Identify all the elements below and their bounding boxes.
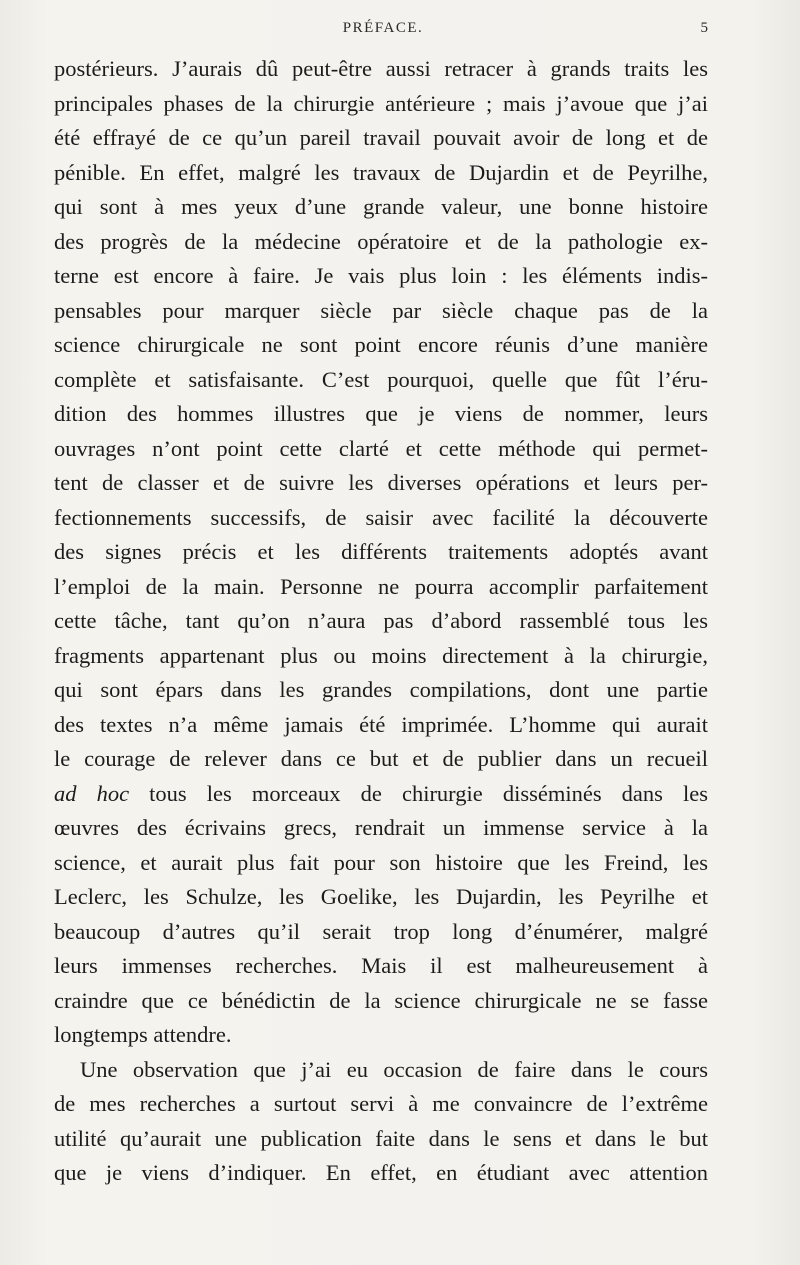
adhoc-rest: tous les morceaux de chirurgie disséminés dans les [149, 780, 708, 806]
adhoc-italic: ad hoc [54, 780, 130, 806]
text-line: qui sont à mes yeux d’une grande valeur, une bonne histoire [54, 194, 708, 219]
text-line: postérieurs. J’aurais dû peut-être aussi retracer à grands traits les [54, 56, 708, 81]
text-line: le courage de relever dans ce but et de publier dans un recueil [54, 746, 708, 771]
text-line: complète et satisfaisante. C’est pourquoi, quelle que fût l’éru- [54, 366, 708, 392]
text-line: des signes précis et les différents traitements adoptés avant [54, 539, 708, 564]
text-line: ouvrages n’ont point cette clarté et cette méthode qui permet- [54, 435, 708, 461]
text-line: fragments appartenant plus ou moins directement à la chirurgie, [54, 642, 708, 668]
text-line: fectionnements successifs, de saisir avec facilité la découverte [54, 504, 708, 530]
text-line-adhoc [54, 777, 708, 812]
paragraph-start-line: Une observation que j’ai eu occasion de faire dans le cours [80, 1056, 708, 1082]
page-number: 5 [700, 20, 708, 36]
running-title: PRÉFACE. [342, 20, 424, 36]
text-line: pénible. En effet, malgré les travaux de Dujardin et de Peyrilhe, [54, 159, 708, 185]
body-text [54, 52, 708, 1191]
text-line: Leclerc, les Schulze, les Goelike, les Dujardin, les Peyrilhe et [54, 884, 708, 909]
text-line: cette tâche, tant qu’on n’aura pas d’abord rassemblé tous les [54, 608, 708, 633]
text-line: science chirurgicale ne sont point encore réunis d’une manière [54, 332, 708, 357]
text-line: utilité qu’aurait une publication faite dans le sens et dans le but [54, 1125, 708, 1151]
text-line: pensables pour marquer siècle par siècle chaque pas de la [54, 297, 708, 323]
text-line: que je viens d’indiquer. En effet, en étudiant avec attention [54, 1160, 708, 1185]
text-line: science, et aurait plus fait pour son histoire que les Freind, les [54, 849, 708, 875]
text-line: de mes recherches a surtout servi à me convaincre de l’extrême [54, 1091, 708, 1116]
text-line: dition des hommes illustres que je viens de nommer, leurs [54, 401, 708, 426]
running-head [0, 20, 800, 44]
text-line: été effrayé de ce qu’un pareil travail pouvait avoir de long et de [54, 125, 708, 150]
text-line: principales phases de la chirurgie antérieure ; mais j’avoue que j’ai [54, 90, 708, 116]
text-line: des progrès de la médecine opératoire et de la pathologie ex- [54, 228, 708, 254]
text-line: qui sont épars dans les grandes compilations, dont une partie [54, 677, 708, 702]
text-line: tent de classer et de suivre les diverses opérations et leurs per- [54, 470, 708, 495]
text-line: leurs immenses recherches. Mais il est malheureusement à [54, 953, 708, 978]
text-line: beaucoup d’autres qu’il serait trop long d’énumérer, malgré [54, 918, 708, 944]
paragraph-end-line: longtemps attendre. [54, 1022, 232, 1047]
text-line: œuvres des écrivains grecs, rendrait un immense service à la [54, 815, 708, 840]
text-line: l’emploi de la main. Personne ne pourra accomplir parfaitement [54, 573, 708, 599]
text-line: des textes n’a même jamais été imprimée. L’homme qui aurait [54, 711, 708, 737]
text-line: terne est encore à faire. Je vais plus loin : les éléments indis- [54, 263, 708, 288]
text-line: craindre que ce bénédictin de la science chirurgicale ne se fasse [54, 987, 708, 1013]
